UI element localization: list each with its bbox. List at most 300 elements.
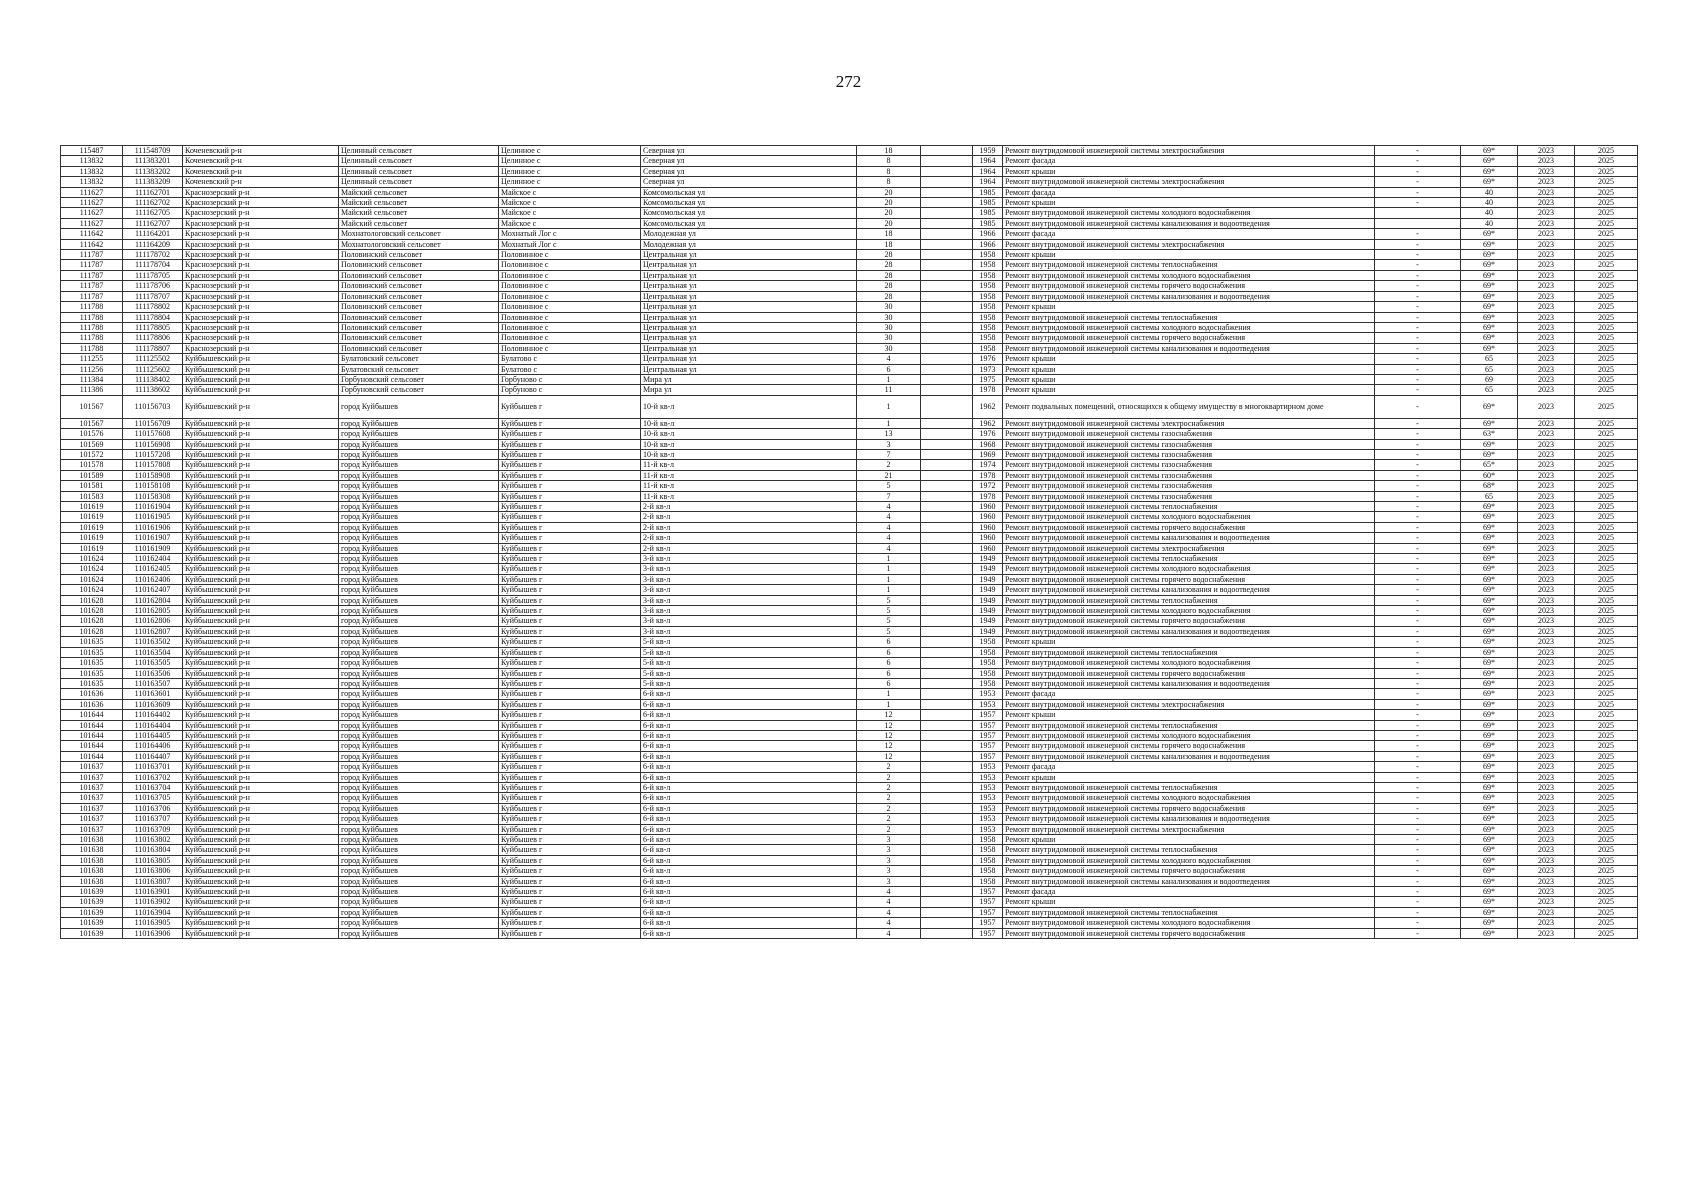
table-cell: Половинное с — [499, 291, 641, 301]
table-cell: 101635 — [61, 637, 123, 647]
table-cell: 10-й кв-л — [641, 439, 857, 449]
table-cell: 111162701 — [123, 187, 183, 197]
table-cell: 2025 — [1575, 647, 1638, 657]
table-cell: 1958 — [973, 876, 1003, 886]
table-cell: 101635 — [61, 668, 123, 678]
table-cell: 1958 — [973, 845, 1003, 855]
table-cell: 2025 — [1575, 522, 1638, 532]
table-cell: Куйбышевский р-н — [183, 606, 339, 616]
table-row — [61, 229, 1638, 239]
table-cell: 2025 — [1575, 907, 1638, 917]
table-cell: Ремонт крыши — [1003, 166, 1375, 176]
table-body — [61, 146, 1638, 939]
table-cell: город Куйбышев — [339, 502, 499, 512]
table-row — [61, 564, 1638, 574]
table-cell: Куйбышев г — [499, 533, 641, 543]
table-cell — [921, 512, 973, 522]
table-cell: 101639 — [61, 897, 123, 907]
table-cell: 101635 — [61, 658, 123, 668]
table-cell: Куйбышевский р-н — [183, 554, 339, 564]
table-cell — [921, 855, 973, 865]
table-row — [61, 845, 1638, 855]
table-cell: Краснозерский р-н — [183, 291, 339, 301]
table-cell: Центральная ул — [641, 250, 857, 260]
table-cell: Ремонт внутридомовой инженерной системы газоснабжения — [1003, 481, 1375, 491]
table-cell: 101636 — [61, 699, 123, 709]
table-cell: - — [1375, 876, 1461, 886]
table-cell: 101624 — [61, 564, 123, 574]
table-cell: 1976 — [973, 354, 1003, 364]
table-cell: - — [1375, 156, 1461, 166]
table-cell: 2025 — [1575, 554, 1638, 564]
table-cell: 1 — [857, 699, 921, 709]
table-cell: Ремонт крыши — [1003, 637, 1375, 647]
table-cell: Куйбышевский р-н — [183, 658, 339, 668]
table-cell — [1375, 218, 1461, 228]
table-cell: 101637 — [61, 762, 123, 772]
table-cell — [921, 668, 973, 678]
table-cell — [921, 239, 973, 249]
table-cell: 101639 — [61, 928, 123, 938]
table-cell — [921, 156, 973, 166]
table-cell: 111178807 — [123, 343, 183, 353]
table-cell: 2025 — [1575, 166, 1638, 176]
table-cell: город Куйбышев — [339, 741, 499, 751]
table-cell: Куйбышевский р-н — [183, 887, 339, 897]
table-cell: 1973 — [973, 364, 1003, 374]
table-cell: - — [1375, 855, 1461, 865]
table-cell: 110161906 — [123, 522, 183, 532]
table-cell: 1949 — [973, 616, 1003, 626]
table-cell: Коченевский р-н — [183, 156, 339, 166]
table-cell — [921, 782, 973, 792]
table-cell: 12 — [857, 741, 921, 751]
table-cell: 101644 — [61, 710, 123, 720]
table-cell: - — [1375, 699, 1461, 709]
table-cell: 1964 — [973, 166, 1003, 176]
table-cell: 6 — [857, 637, 921, 647]
table-cell: 69* — [1461, 720, 1518, 730]
table-cell: Половинное с — [499, 250, 641, 260]
table-cell: 110161907 — [123, 533, 183, 543]
table-cell: - — [1375, 291, 1461, 301]
table-cell: Куйбышевский р-н — [183, 845, 339, 855]
table-row — [61, 260, 1638, 270]
table-cell: 101638 — [61, 866, 123, 876]
table-cell — [921, 418, 973, 428]
table-cell: Куйбышевский р-н — [183, 803, 339, 813]
table-cell: Куйбышевский р-н — [183, 564, 339, 574]
table-cell: 2023 — [1518, 239, 1575, 249]
table-cell: Горбуновский сельсовет — [339, 374, 499, 384]
table-cell: 3-й кв-л — [641, 595, 857, 605]
table-cell: 60* — [1461, 470, 1518, 480]
table-cell: 101636 — [61, 689, 123, 699]
table-row — [61, 449, 1638, 459]
table-cell: - — [1375, 512, 1461, 522]
table-cell: город Куйбышев — [339, 866, 499, 876]
table-cell: 101567 — [61, 418, 123, 428]
table-cell: 4 — [857, 907, 921, 917]
table-cell: 111642 — [61, 229, 123, 239]
table-cell: Половинное с — [499, 270, 641, 280]
table-cell: - — [1375, 322, 1461, 332]
table-cell: 110163504 — [123, 647, 183, 657]
table-cell: Куйбышевский р-н — [183, 512, 339, 522]
table-cell: Куйбышевский р-н — [183, 918, 339, 928]
table-cell: 113832 — [61, 156, 123, 166]
table-cell: город Куйбышев — [339, 606, 499, 616]
table-cell: 6-й кв-л — [641, 710, 857, 720]
table-cell — [921, 439, 973, 449]
table-row — [61, 730, 1638, 740]
table-cell: 5 — [857, 626, 921, 636]
table-cell: 111162705 — [123, 208, 183, 218]
table-cell: 101567 — [61, 395, 123, 418]
table-row — [61, 312, 1638, 322]
table-cell: 28 — [857, 250, 921, 260]
table-cell — [921, 772, 973, 782]
table-cell: 1949 — [973, 554, 1003, 564]
table-cell: 6-й кв-л — [641, 845, 857, 855]
table-cell: 1960 — [973, 512, 1003, 522]
table-cell: 6-й кв-л — [641, 928, 857, 938]
table-cell: - — [1375, 814, 1461, 824]
table-cell: город Куйбышев — [339, 876, 499, 886]
table-cell: 69* — [1461, 710, 1518, 720]
table-cell: 69* — [1461, 260, 1518, 270]
table-cell: Куйбышев г — [499, 689, 641, 699]
table-cell: Куйбышевский р-н — [183, 439, 339, 449]
table-cell: Куйбышев г — [499, 512, 641, 522]
table-cell: Куйбышевский р-н — [183, 481, 339, 491]
table-cell: 2023 — [1518, 855, 1575, 865]
table-cell: Ремонт внутридомовой инженерной системы горячего водоснабжения — [1003, 803, 1375, 813]
table-cell: 110156908 — [123, 439, 183, 449]
table-cell: Центральная ул — [641, 364, 857, 374]
table-cell: 101638 — [61, 855, 123, 865]
table-cell: - — [1375, 866, 1461, 876]
table-cell: Краснозерский р-н — [183, 312, 339, 322]
table-cell: 69* — [1461, 512, 1518, 522]
table-cell: 18 — [857, 146, 921, 156]
table-cell: - — [1375, 418, 1461, 428]
table-cell: 69* — [1461, 730, 1518, 740]
table-cell: Куйбышевский р-н — [183, 491, 339, 501]
table-cell: 12 — [857, 751, 921, 761]
table-cell: Куйбышев г — [499, 762, 641, 772]
table-cell: Куйбышев г — [499, 481, 641, 491]
table-cell: 69* — [1461, 533, 1518, 543]
table-cell: 2023 — [1518, 449, 1575, 459]
table-cell: - — [1375, 429, 1461, 439]
table-cell: 69* — [1461, 166, 1518, 176]
table-cell: 2025 — [1575, 449, 1638, 459]
table-cell: 101644 — [61, 741, 123, 751]
table-cell: 69* — [1461, 574, 1518, 584]
table-cell: Ремонт внутридомовой инженерной системы теплоснабжения — [1003, 720, 1375, 730]
table-cell: 1953 — [973, 824, 1003, 834]
table-cell: 2025 — [1575, 866, 1638, 876]
table-cell — [921, 637, 973, 647]
table-cell: - — [1375, 439, 1461, 449]
table-cell: 69* — [1461, 302, 1518, 312]
table-cell: 3 — [857, 866, 921, 876]
table-cell: Ремонт крыши — [1003, 710, 1375, 720]
table-cell: Ремонт крыши — [1003, 250, 1375, 260]
table-cell: Ремонт внутридомовой инженерной системы электроснабжения — [1003, 146, 1375, 156]
table-cell: 30 — [857, 333, 921, 343]
table-cell: 1964 — [973, 156, 1003, 166]
table-cell: 69* — [1461, 146, 1518, 156]
table-cell: 101635 — [61, 647, 123, 657]
table-cell: 110163904 — [123, 907, 183, 917]
table-cell: 2023 — [1518, 762, 1575, 772]
table-cell: Куйбышевский р-н — [183, 460, 339, 470]
table-cell: Целинный сельсовет — [339, 166, 499, 176]
table-cell: Мира ул — [641, 374, 857, 384]
table-cell: 101572 — [61, 449, 123, 459]
table-cell: - — [1375, 574, 1461, 584]
table-cell: 2025 — [1575, 260, 1638, 270]
table-cell: Булатовский сельсовет — [339, 364, 499, 374]
table-cell: Куйбышевский р-н — [183, 814, 339, 824]
table-cell: Ремонт внутридомовой инженерной системы электроснабжения — [1003, 177, 1375, 187]
table-row — [61, 343, 1638, 353]
table-cell: 69* — [1461, 647, 1518, 657]
table-cell: 1953 — [973, 782, 1003, 792]
table-cell: город Куйбышев — [339, 845, 499, 855]
table-cell: 110163506 — [123, 668, 183, 678]
table-cell: Куйбышевский р-н — [183, 385, 339, 395]
table-cell: 2025 — [1575, 782, 1638, 792]
table-cell: 2 — [857, 803, 921, 813]
table-row — [61, 699, 1638, 709]
table-cell: 69* — [1461, 281, 1518, 291]
table-cell: 69* — [1461, 333, 1518, 343]
table-cell: Ремонт внутридомовой инженерной системы холодного водоснабжения — [1003, 658, 1375, 668]
table-cell: Ремонт внутридомовой инженерной системы горячего водоснабжения — [1003, 866, 1375, 876]
table-cell: 2023 — [1518, 395, 1575, 418]
table-cell: 10-й кв-л — [641, 395, 857, 418]
table-cell: 18 — [857, 239, 921, 249]
table-cell — [921, 502, 973, 512]
table-cell: Куйбышевский р-н — [183, 374, 339, 384]
table-cell: - — [1375, 198, 1461, 208]
table-cell: Куйбышев г — [499, 907, 641, 917]
table-cell: 2023 — [1518, 866, 1575, 876]
table-cell: Булатовский сельсовет — [339, 354, 499, 364]
table-cell: 2023 — [1518, 772, 1575, 782]
table-cell: 1957 — [973, 710, 1003, 720]
table-cell — [921, 835, 973, 845]
table-cell: город Куйбышев — [339, 470, 499, 480]
table-cell: 3 — [857, 439, 921, 449]
table-cell: 69* — [1461, 782, 1518, 792]
table-cell: 2023 — [1518, 897, 1575, 907]
table-cell: - — [1375, 907, 1461, 917]
table-cell: 6-й кв-л — [641, 814, 857, 824]
table-cell: 30 — [857, 343, 921, 353]
table-cell: 1949 — [973, 574, 1003, 584]
table-cell: Мохнатый Лог с — [499, 229, 641, 239]
table-row — [61, 418, 1638, 428]
table-cell — [921, 146, 973, 156]
table-cell: 69* — [1461, 606, 1518, 616]
table-cell: 2023 — [1518, 333, 1575, 343]
table-cell: Коченевский р-н — [183, 146, 339, 156]
table-cell: 6-й кв-л — [641, 782, 857, 792]
table-cell: 2025 — [1575, 481, 1638, 491]
table-cell: - — [1375, 845, 1461, 855]
table-cell: 69* — [1461, 668, 1518, 678]
table-row — [61, 574, 1638, 584]
table-row — [61, 720, 1638, 730]
table-cell: Половинное с — [499, 312, 641, 322]
table-cell: 2025 — [1575, 897, 1638, 907]
table-cell: 110162804 — [123, 595, 183, 605]
table-cell: Целинное с — [499, 146, 641, 156]
table-cell: 2023 — [1518, 250, 1575, 260]
table-cell: Ремонт внутридомовой инженерной системы горячего водоснабжения — [1003, 928, 1375, 938]
table-cell: 101576 — [61, 429, 123, 439]
table-row — [61, 156, 1638, 166]
table-cell: 110163905 — [123, 918, 183, 928]
table-cell: 110157208 — [123, 449, 183, 459]
table-cell: 6-й кв-л — [641, 699, 857, 709]
table-cell: 111787 — [61, 291, 123, 301]
table-cell: Майский сельсовет — [339, 187, 499, 197]
table-cell: 1959 — [973, 146, 1003, 156]
table-cell: 110161909 — [123, 543, 183, 553]
table-cell: 2023 — [1518, 470, 1575, 480]
table-cell: Краснозерский р-н — [183, 250, 339, 260]
table-cell: 1957 — [973, 751, 1003, 761]
table-cell: Ремонт внутридомовой инженерной системы газоснабжения — [1003, 429, 1375, 439]
table-cell: 110161904 — [123, 502, 183, 512]
table-cell: Куйбышев г — [499, 616, 641, 626]
table-cell: Краснозерский р-н — [183, 229, 339, 239]
table-cell: 110158308 — [123, 491, 183, 501]
table-cell: 1 — [857, 564, 921, 574]
table-cell: город Куйбышев — [339, 762, 499, 772]
table-cell: 2023 — [1518, 322, 1575, 332]
table-row — [61, 218, 1638, 228]
table-cell: - — [1375, 481, 1461, 491]
table-cell: 1 — [857, 585, 921, 595]
table-cell: Ремонт внутридомовой инженерной системы горячего водоснабжения — [1003, 616, 1375, 626]
table-cell: Куйбышев г — [499, 439, 641, 449]
table-cell: Половинное с — [499, 260, 641, 270]
table-cell: Ремонт крыши — [1003, 302, 1375, 312]
table-cell: 110156709 — [123, 418, 183, 428]
table-cell: 2 — [857, 793, 921, 803]
table-cell: 101589 — [61, 470, 123, 480]
table-row — [61, 385, 1638, 395]
table-cell: 4 — [857, 502, 921, 512]
table-cell — [921, 470, 973, 480]
table-cell: 2025 — [1575, 730, 1638, 740]
table-cell: 101569 — [61, 439, 123, 449]
table-cell: 2023 — [1518, 270, 1575, 280]
table-cell: Куйбышевский р-н — [183, 928, 339, 938]
table-cell — [921, 793, 973, 803]
table-cell: 63* — [1461, 429, 1518, 439]
table-cell: город Куйбышев — [339, 395, 499, 418]
table-cell: Ремонт внутридомовой инженерной системы газоснабжения — [1003, 460, 1375, 470]
table-cell: 69* — [1461, 522, 1518, 532]
table-cell: - — [1375, 302, 1461, 312]
table-cell: 3 — [857, 835, 921, 845]
table-cell: 2023 — [1518, 554, 1575, 564]
table-cell — [921, 166, 973, 176]
table-cell — [921, 720, 973, 730]
table-cell: 2023 — [1518, 606, 1575, 616]
table-cell: - — [1375, 543, 1461, 553]
table-cell: 111642 — [61, 239, 123, 249]
table-cell: Куйбышевский р-н — [183, 835, 339, 845]
table-cell: Ремонт фасада — [1003, 156, 1375, 166]
table-cell: 1968 — [973, 439, 1003, 449]
table-cell — [921, 291, 973, 301]
table-cell: 2023 — [1518, 429, 1575, 439]
table-cell: 21 — [857, 470, 921, 480]
table-cell: 5-й кв-л — [641, 658, 857, 668]
table-cell: Ремонт крыши — [1003, 897, 1375, 907]
table-cell: Ремонт внутридомовой инженерной системы газоснабжения — [1003, 470, 1375, 480]
table-cell: 2025 — [1575, 343, 1638, 353]
table-cell: город Куйбышев — [339, 720, 499, 730]
table-cell: Ремонт фасада — [1003, 187, 1375, 197]
table-cell: - — [1375, 312, 1461, 322]
table-cell: 4 — [857, 928, 921, 938]
table-cell: 110164406 — [123, 741, 183, 751]
table-cell: 69* — [1461, 239, 1518, 249]
table-cell: Ремонт внутридомовой инженерной системы холодного водоснабжения — [1003, 208, 1375, 218]
table-cell: 1958 — [973, 668, 1003, 678]
table-cell: 2023 — [1518, 647, 1575, 657]
table-cell: Куйбышевский р-н — [183, 866, 339, 876]
table-cell: 110164405 — [123, 730, 183, 740]
table-cell: 1978 — [973, 491, 1003, 501]
table-cell: 111787 — [61, 281, 123, 291]
table-cell — [921, 218, 973, 228]
table-cell: 1949 — [973, 585, 1003, 595]
table-cell: 1976 — [973, 429, 1003, 439]
table-cell: 30 — [857, 302, 921, 312]
table-cell — [921, 491, 973, 501]
table-cell: Куйбышев г — [499, 772, 641, 782]
table-cell: 2025 — [1575, 626, 1638, 636]
table-cell: город Куйбышев — [339, 554, 499, 564]
table-cell: - — [1375, 564, 1461, 574]
table-cell: 111162707 — [123, 218, 183, 228]
table-cell: Краснозерский р-н — [183, 239, 339, 249]
table-cell: Куйбышевский р-н — [183, 751, 339, 761]
table-cell — [921, 595, 973, 605]
table-cell: 1962 — [973, 395, 1003, 418]
table-cell: 111178706 — [123, 281, 183, 291]
table-cell: 110163902 — [123, 897, 183, 907]
table-cell — [921, 689, 973, 699]
table-cell: - — [1375, 395, 1461, 418]
table-cell: 69* — [1461, 395, 1518, 418]
table-cell: Майское с — [499, 208, 641, 218]
table-cell: - — [1375, 187, 1461, 197]
table-cell: 40 — [1461, 208, 1518, 218]
table-cell: Ремонт внутридомовой инженерной системы холодного водоснабжения — [1003, 512, 1375, 522]
table-cell: Куйбышев г — [499, 491, 641, 501]
